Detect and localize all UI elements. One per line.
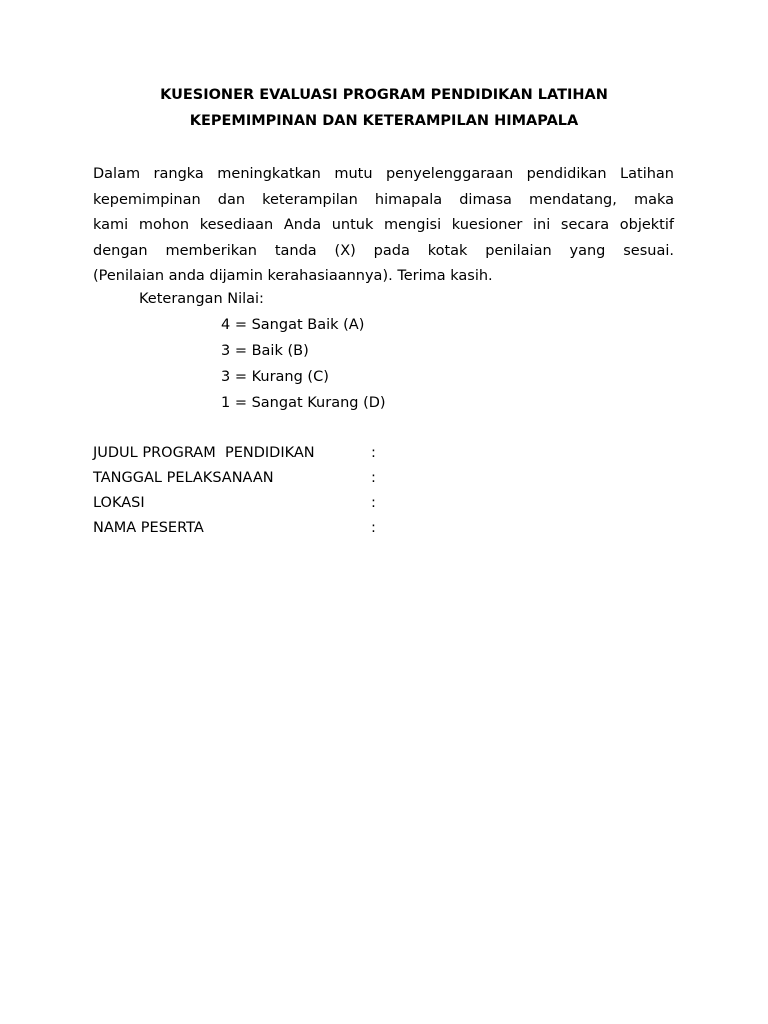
field-label-location: LOKASI: [93, 495, 145, 511]
intro-paragraph: [93, 162, 674, 290]
legend-item: 3 = Baik (B): [221, 343, 309, 359]
legend-item: 3 = Kurang (C): [221, 369, 329, 385]
field-colon: :: [371, 445, 376, 461]
field-label-program-title: JUDUL PROGRAM PENDIDIKAN: [93, 445, 315, 461]
document-title-line-1: KUESIONER EVALUASI PROGRAM PENDIDIKAN LATIHAN: [160, 87, 608, 103]
field-label-participant-name: NAMA PESERTA: [93, 520, 204, 536]
field-label-date: TANGGAL PELAKSANAAN: [93, 470, 274, 486]
intro-line: kami mohon kesediaan Anda untuk mengisi kuesioner ini secara objektif: [93, 217, 674, 234]
field-colon: :: [371, 495, 376, 511]
legend-item: 4 = Sangat Baik (A): [221, 317, 365, 333]
intro-line: kepemimpinan dan keterampilan himapala dimasa mendatang, maka: [93, 191, 674, 208]
field-colon: :: [371, 520, 376, 536]
intro-line: Dalam rangka meningkatkan mutu penyelenggaraan pendidikan Latihan: [93, 166, 674, 182]
field-colon: :: [371, 470, 376, 486]
legend-item: 1 = Sangat Kurang (D): [221, 395, 386, 411]
document-title-line-2: KEPEMIMPINAN DAN KETERAMPILAN HIMAPALA: [189, 113, 579, 129]
intro-line: (Penilaian anda dijamin kerahasiaannya). Terima kasih.: [93, 268, 493, 285]
legend-heading: Keterangan Nilai:: [139, 291, 264, 307]
intro-line: dengan memberikan tanda (X) pada kotak penilaian yang sesuai.: [93, 242, 674, 259]
